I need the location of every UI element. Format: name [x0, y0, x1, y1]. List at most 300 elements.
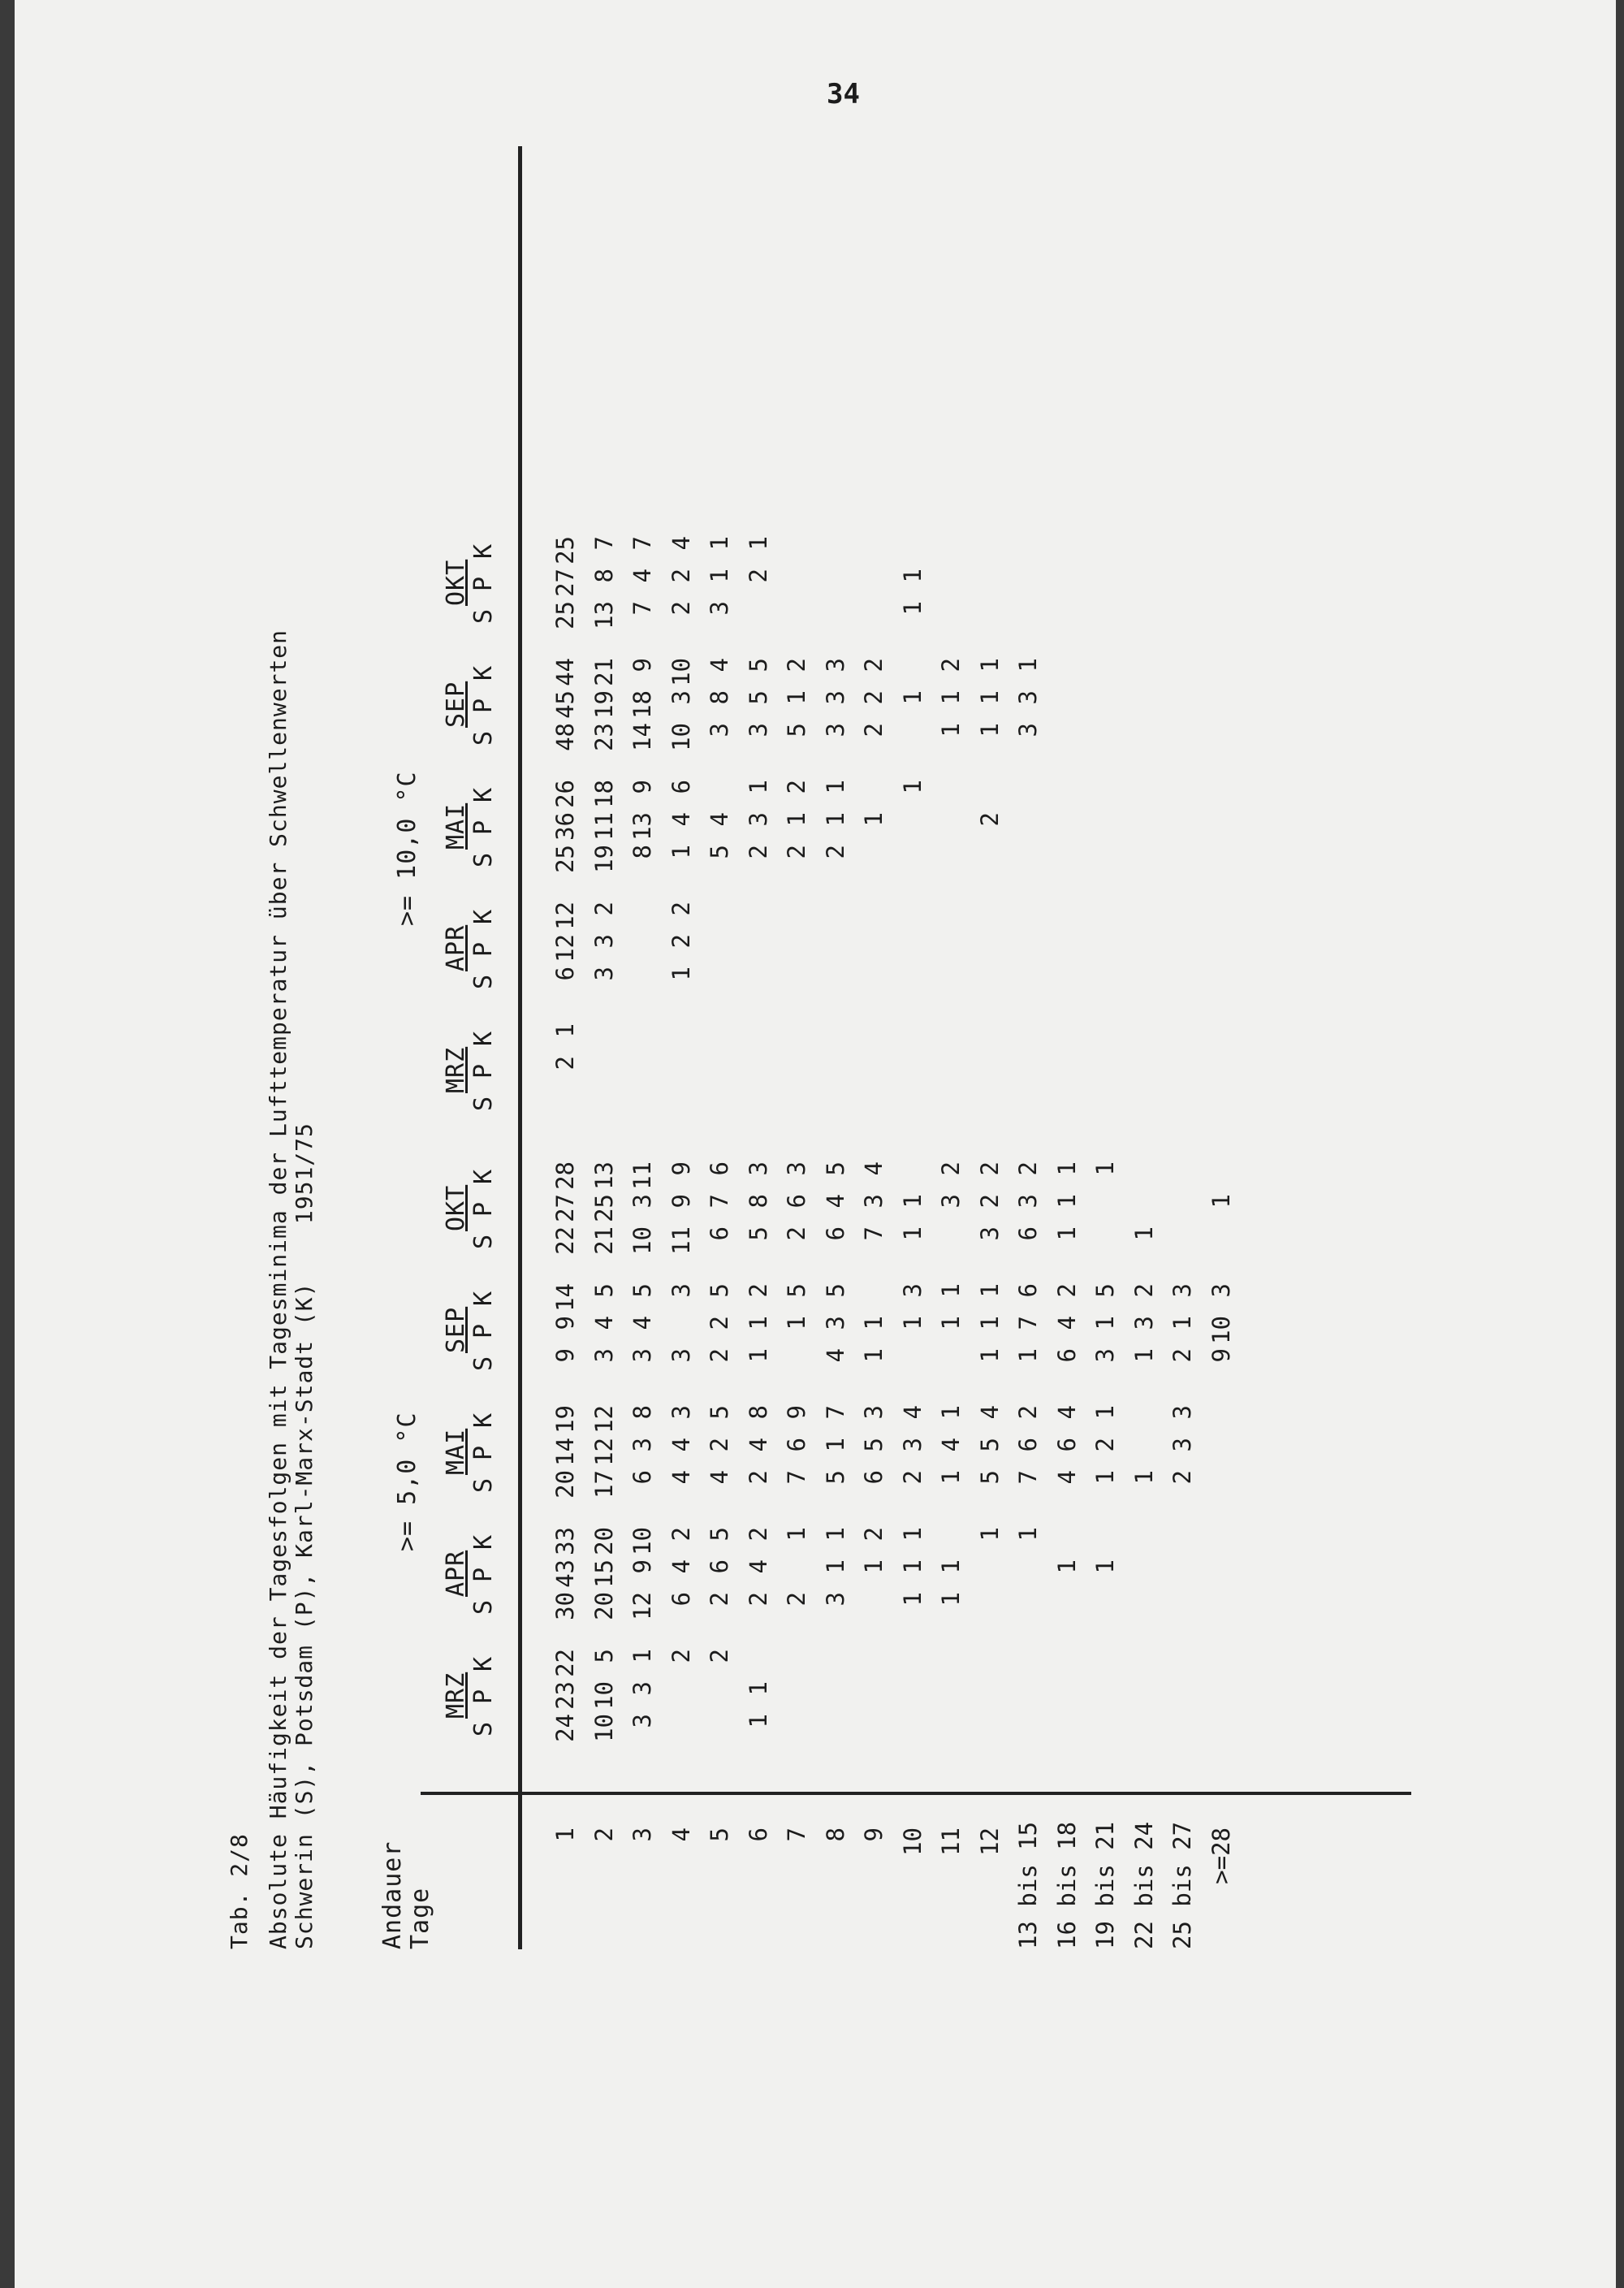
table-cell: 4 — [667, 812, 695, 827]
table-cell: 4 — [590, 1316, 618, 1330]
table-cell: 4 — [1052, 1470, 1081, 1485]
table-cell: 2 — [783, 1226, 810, 1241]
table-cell: 1 — [975, 1316, 1004, 1330]
table-cell: 12 — [590, 1438, 618, 1466]
row-label: 8 — [821, 1827, 849, 1842]
table-cell: 6 — [706, 1226, 733, 1241]
station-header: P — [469, 575, 498, 591]
table-cell: 1 — [821, 812, 849, 827]
table-cell: 5 — [590, 1283, 618, 1298]
table-cell: 1 — [937, 1559, 965, 1574]
table-cell: 1 — [744, 780, 772, 794]
station-header: P — [469, 1444, 498, 1460]
month-header: APR — [442, 1550, 470, 1597]
table-cell: 3 — [821, 1592, 849, 1607]
table-cell: 9 — [667, 1161, 695, 1176]
table-cell: 1 — [744, 1348, 772, 1363]
table-cell: 3 — [590, 967, 618, 981]
table-cell: 8 — [744, 1194, 772, 1209]
table-cell: 10 — [590, 1714, 618, 1742]
table-cell: 3 — [783, 1161, 810, 1176]
table-cell: 2 — [1014, 1405, 1042, 1420]
table-cell: 1 — [898, 780, 926, 794]
station-header: P — [469, 1322, 498, 1339]
table-cell: 9 — [628, 658, 656, 673]
table-id: Tab. 2/8 — [226, 1833, 253, 1949]
table-cell: 36 — [551, 812, 579, 841]
table-cell: 2 — [667, 934, 695, 949]
station-header: K — [469, 543, 498, 559]
row-label: 7 — [783, 1827, 810, 1842]
table-cell: 5 — [1091, 1283, 1119, 1298]
table-cell: 3 — [628, 1438, 656, 1452]
table-cell: 1 — [744, 1714, 772, 1728]
table-cell: 2 — [744, 1283, 772, 1298]
row-label: 6 — [744, 1827, 772, 1842]
table-cell: 4 — [744, 1559, 772, 1574]
table-cell: 9 — [551, 1316, 579, 1330]
table-cell: 3 — [744, 1161, 772, 1176]
table-cell: 1 — [1091, 1405, 1119, 1420]
table-cell: 8 — [590, 569, 618, 583]
station-header: P — [469, 1200, 498, 1217]
table-cell: 45 — [551, 690, 579, 719]
station-header: P — [469, 1688, 498, 1704]
table-cell: 2 — [1052, 1283, 1081, 1298]
table-cell: 1 — [783, 1527, 810, 1542]
table-cell: 3 — [975, 1226, 1004, 1241]
table-cell: 1 — [744, 1316, 772, 1330]
row-label: 12 — [975, 1827, 1004, 1856]
table-cell: 44 — [551, 658, 579, 686]
station-header: K — [469, 1290, 498, 1306]
table-cell: 9 — [1207, 1348, 1235, 1363]
table-cell: 1 — [898, 1592, 926, 1607]
table-cell: 6 — [860, 1470, 888, 1485]
table-cell: 19 — [590, 845, 618, 873]
month-header: MRZ — [442, 1672, 470, 1719]
table-cell: 2 — [1129, 1283, 1158, 1298]
table-cell: 3 — [1091, 1348, 1119, 1363]
table-cell: 3 — [667, 1283, 695, 1298]
table-cell: 10 — [628, 1226, 656, 1255]
table-cell: 6 — [821, 1226, 849, 1241]
table-cell: 7 — [628, 536, 656, 551]
table-cell: 5 — [975, 1470, 1004, 1485]
station-header: K — [469, 664, 498, 681]
table-cell: 3 — [1168, 1283, 1196, 1298]
table-cell: 4 — [628, 1316, 656, 1330]
row-label: 1 — [551, 1827, 579, 1842]
table-cell: 1 — [937, 1283, 965, 1298]
station-header: K — [469, 908, 498, 924]
row-label: 25 bis 27 — [1168, 1821, 1196, 1949]
table-cell: 4 — [860, 1161, 888, 1176]
table-cell: 1 — [898, 690, 926, 705]
table-cell: 3 — [1207, 1283, 1235, 1298]
table-cell: 18 — [628, 690, 656, 719]
table-cell: 5 — [744, 690, 772, 705]
month-header: OKT — [442, 1184, 470, 1231]
station-header: P — [469, 1566, 498, 1582]
table-cell: 1 — [1052, 1559, 1081, 1574]
table-cell: 3 — [821, 658, 849, 673]
table-cell: 26 — [551, 780, 579, 808]
table-cell: 10 — [667, 658, 695, 686]
month-header: SEP — [442, 1306, 470, 1353]
row-header-line-1: Andauer — [378, 1840, 407, 1949]
table-cell: 5 — [821, 1470, 849, 1485]
table-cell: 4 — [1052, 1405, 1081, 1420]
month-header: MAI — [442, 1428, 470, 1475]
table-cell: 4 — [975, 1405, 1004, 1420]
table-cell: 1 — [975, 658, 1004, 673]
stub-rule — [421, 1792, 1411, 1795]
table-cell: 3 — [937, 1194, 965, 1209]
table-cell: 18 — [590, 780, 618, 808]
table-cell: 22 — [551, 1226, 579, 1255]
table-cell: 22 — [551, 1649, 579, 1677]
table-cell: 7 — [706, 1194, 733, 1209]
table-cell: 2 — [706, 1438, 733, 1452]
table-cell: 4 — [667, 1470, 695, 1485]
station-header: S — [469, 851, 498, 867]
table-cell: 3 — [628, 1714, 656, 1728]
table-cell: 5 — [744, 658, 772, 673]
table-cell: 1 — [898, 569, 926, 583]
table-cell: 1 — [783, 1316, 810, 1330]
table-cell: 4 — [667, 536, 695, 551]
table-cell: 2 — [975, 812, 1004, 827]
table-cell: 4 — [706, 658, 733, 673]
table-cell: 2 — [706, 1348, 733, 1363]
table-cell: 7 — [821, 1405, 849, 1420]
table-cell: 6 — [667, 1592, 695, 1607]
month-header: OKT — [442, 559, 470, 606]
table-cell: 1 — [1207, 1194, 1235, 1209]
table-cell: 5 — [590, 1649, 618, 1663]
table-cell: 8 — [744, 1405, 772, 1420]
row-label: 22 bis 24 — [1129, 1821, 1158, 1949]
table-cell: 20 — [590, 1592, 618, 1620]
table-cell: 25 — [551, 536, 579, 564]
table-cell: 5 — [706, 845, 733, 859]
table-cell: 21 — [590, 1226, 618, 1255]
table-cell: 3 — [821, 690, 849, 705]
table-cell: 8 — [706, 690, 733, 705]
station-header: S — [469, 1355, 498, 1371]
table-cell: 3 — [1129, 1316, 1158, 1330]
table-cell: 1 — [821, 1559, 849, 1574]
table-cell: 6 — [706, 1559, 733, 1574]
caption-line-2: Schwerin (S), Potsdam (P), Karl-Marx-Stadt (K) 1951/75 — [291, 1122, 317, 1949]
table-cell: 3 — [667, 690, 695, 705]
table-cell: 9 — [551, 1348, 579, 1363]
table-cell: 1 — [1052, 1194, 1081, 1209]
table-cell: 4 — [821, 1194, 849, 1209]
table-cell: 1 — [1014, 658, 1042, 673]
table-cell: 25 — [551, 845, 579, 873]
table-cell: 12 — [590, 1405, 618, 1434]
table-cell: 13 — [590, 1161, 618, 1190]
table-cell: 2 — [783, 1592, 810, 1607]
row-label: 2 — [590, 1827, 618, 1842]
table-cell: 2 — [706, 1649, 733, 1663]
row-label: 9 — [860, 1827, 888, 1842]
table-cell: 21 — [590, 658, 618, 686]
table-cell: 1 — [898, 1194, 926, 1209]
table-cell: 1 — [898, 1559, 926, 1574]
table-cell: 1 — [821, 780, 849, 794]
table-cell: 3 — [744, 723, 772, 737]
table-cell: 1 — [937, 1592, 965, 1607]
table-cell: 7 — [783, 1470, 810, 1485]
table-cell: 2 — [744, 845, 772, 859]
table-cell: 6 — [1014, 1226, 1042, 1241]
table-cell: 3 — [667, 1348, 695, 1363]
table-cell: 2 — [744, 1527, 772, 1542]
table-cell: 1 — [860, 1348, 888, 1363]
row-label: 16 bis 18 — [1052, 1821, 1081, 1949]
table-cell: 2 — [783, 845, 810, 859]
table-cell: 2 — [551, 1056, 579, 1070]
table-cell: 5 — [628, 1283, 656, 1298]
table-cell: 9 — [667, 1194, 695, 1209]
table-cell: 1 — [667, 967, 695, 981]
table-cell: 2 — [783, 658, 810, 673]
table-cell: 1 — [975, 1348, 1004, 1363]
table-cell: 13 — [628, 812, 656, 841]
table-cell: 2 — [706, 1592, 733, 1607]
caption-line-1: Absolute Häufigkeit der Tagesfolgen mit Tagesminima der Lufttemperatur über Schwellenwerten — [265, 629, 292, 1949]
table-cell: 5 — [783, 1283, 810, 1298]
table-cell: 1 — [667, 845, 695, 859]
table-cell: 1 — [975, 1283, 1004, 1298]
table-cell: 1 — [860, 812, 888, 827]
station-header: K — [469, 1030, 498, 1046]
table-cell: 2 — [744, 1592, 772, 1607]
rotated-table — [226, 0, 1616, 1949]
station-header: S — [469, 1233, 498, 1249]
table-cell: 12 — [551, 934, 579, 962]
table-cell: 5 — [975, 1438, 1004, 1452]
station-header: P — [469, 697, 498, 713]
table-cell: 2 — [744, 569, 772, 583]
table-cell: 11 — [628, 1161, 656, 1190]
table-cell: 2 — [937, 1161, 965, 1176]
table-cell: 4 — [898, 1405, 926, 1420]
table-cell: 7 — [628, 601, 656, 616]
table-cell: 33 — [551, 1527, 579, 1555]
table-cell: 28 — [551, 1161, 579, 1190]
table-cell: 3 — [667, 1405, 695, 1420]
station-header: P — [469, 941, 498, 957]
table-cell: 1 — [860, 1316, 888, 1330]
table-cell: 1 — [1168, 1316, 1196, 1330]
table-cell: 10 — [1207, 1316, 1235, 1344]
table-cell: 1 — [1091, 1161, 1119, 1176]
table-cell: 25 — [551, 601, 579, 629]
table-cell: 4 — [1052, 1316, 1081, 1330]
table-cell: 5 — [821, 1283, 849, 1298]
table-cell: 12 — [628, 1592, 656, 1620]
table-cell: 13 — [590, 601, 618, 629]
table-cell: 1 — [975, 690, 1004, 705]
station-header: S — [469, 1477, 498, 1493]
table-cell: 2 — [860, 690, 888, 705]
station-header: S — [469, 973, 498, 989]
table-cell: 1 — [1129, 1226, 1158, 1241]
row-label: 10 — [898, 1827, 926, 1856]
table-cell: 4 — [744, 1438, 772, 1452]
table-cell: 4 — [667, 1559, 695, 1574]
table-cell: 5 — [821, 1161, 849, 1176]
table-cell: 11 — [667, 1226, 695, 1255]
table-cell: 2 — [937, 658, 965, 673]
table-cell: 3 — [898, 1283, 926, 1298]
table-cell: 3 — [860, 1194, 888, 1209]
station-header: K — [469, 1168, 498, 1184]
table-cell: 1 — [706, 569, 733, 583]
table-cell: 19 — [590, 690, 618, 719]
table-cell: 2 — [898, 1470, 926, 1485]
table-cell: 2 — [744, 1470, 772, 1485]
row-label: 4 — [667, 1827, 695, 1842]
table-cell: 6 — [667, 780, 695, 794]
station-header: S — [469, 608, 498, 624]
table-cell: 2 — [590, 902, 618, 916]
table-cell: 9 — [628, 780, 656, 794]
table-cell: 43 — [551, 1559, 579, 1588]
station-header: K — [469, 1655, 498, 1672]
table-cell: 27 — [551, 569, 579, 597]
table-cell: 3 — [590, 1348, 618, 1363]
table-cell: 6 — [628, 1470, 656, 1485]
month-header: MAI — [442, 802, 470, 850]
table-cell: 14 — [551, 1438, 579, 1466]
table-cell: 5 — [706, 1405, 733, 1420]
table-cell: 1 — [937, 1405, 965, 1420]
table-cell: 27 — [551, 1194, 579, 1222]
table-cell: 3 — [628, 1681, 656, 1696]
table-cell: 1 — [1129, 1348, 1158, 1363]
table-cell: 1 — [1129, 1470, 1158, 1485]
table-cell: 11 — [590, 812, 618, 841]
table-cell: 19 — [551, 1405, 579, 1434]
table-cell: 30 — [551, 1592, 579, 1620]
table-cell: 1 — [821, 1527, 849, 1542]
table-cell: 5 — [783, 723, 810, 737]
station-header: K — [469, 1533, 498, 1550]
table-cell: 10 — [628, 1527, 656, 1555]
month-header: MRZ — [442, 1046, 470, 1093]
table-cell: 2 — [1014, 1161, 1042, 1176]
station-header: K — [469, 1412, 498, 1428]
row-label: 13 bis 15 — [1014, 1821, 1042, 1949]
table-cell: 14 — [628, 723, 656, 751]
table-cell: 7 — [1014, 1470, 1042, 1485]
table-cell: 2 — [975, 1161, 1004, 1176]
table-cell: 4 — [706, 812, 733, 827]
table-cell: 7 — [1014, 1316, 1042, 1330]
table-cell: 3 — [590, 934, 618, 949]
table-cell: 6 — [783, 1194, 810, 1209]
table-cell: 1 — [821, 1438, 849, 1452]
document-page — [15, 0, 1616, 2288]
table-cell: 3 — [1168, 1405, 1196, 1420]
table-cell: 6 — [1014, 1438, 1042, 1452]
table-cell: 1 — [937, 690, 965, 705]
table-cell: 1 — [1091, 1316, 1119, 1330]
table-cell: 23 — [590, 723, 618, 751]
table-cell: 6 — [706, 1161, 733, 1176]
table-cell: 3 — [1014, 723, 1042, 737]
table-cell: 6 — [1052, 1348, 1081, 1363]
table-cell: 2 — [667, 1649, 695, 1663]
table-cell: 3 — [821, 723, 849, 737]
table-cell: 1 — [628, 1649, 656, 1663]
station-header: S — [469, 1720, 498, 1737]
table-cell: 3 — [628, 1194, 656, 1209]
page-number: 34 — [827, 78, 860, 110]
table-cell: 24 — [551, 1714, 579, 1742]
table-cell: 4 — [667, 1438, 695, 1452]
table-cell: 1 — [1014, 1527, 1042, 1542]
table-cell: 2 — [1168, 1470, 1196, 1485]
table-cell: 14 — [551, 1283, 579, 1312]
row-label: 19 bis 21 — [1091, 1821, 1119, 1949]
month-header: SEP — [442, 681, 470, 728]
table-cell: 2 — [783, 780, 810, 794]
station-header: S — [469, 1095, 498, 1111]
table-cell: 9 — [783, 1405, 810, 1420]
table-cell: 4 — [821, 1348, 849, 1363]
table-cell: 2 — [667, 902, 695, 916]
table-cell: 8 — [628, 845, 656, 859]
table-cell: 1 — [898, 601, 926, 616]
table-cell: 1 — [860, 1559, 888, 1574]
table-cell: 4 — [706, 1470, 733, 1485]
header-rule — [518, 146, 522, 1949]
table-cell: 1 — [937, 1470, 965, 1485]
station-header: P — [469, 1062, 498, 1079]
table-cell: 6 — [551, 967, 579, 981]
table-cell: 1 — [937, 1316, 965, 1330]
table-cell: 2 — [860, 723, 888, 737]
table-cell: 1 — [898, 1226, 926, 1241]
table-cell: 1 — [1052, 1161, 1081, 1176]
table-cell: 2 — [667, 569, 695, 583]
table-cell: 20 — [590, 1527, 618, 1555]
table-cell: 5 — [706, 1283, 733, 1298]
row-label: >=28 — [1207, 1827, 1235, 1884]
station-header: P — [469, 819, 498, 835]
table-cell: 4 — [628, 569, 656, 583]
table-cell: 3 — [1014, 690, 1042, 705]
table-cell: 3 — [821, 1316, 849, 1330]
table-cell: 9 — [628, 1559, 656, 1574]
threshold-label: >= 10,0 °C — [393, 771, 421, 926]
table-cell: 15 — [590, 1559, 618, 1588]
table-cell: 1 — [1091, 1470, 1119, 1485]
station-header: S — [469, 1598, 498, 1615]
table-cell: 3 — [1168, 1438, 1196, 1452]
table-cell: 3 — [744, 812, 772, 827]
table-cell: 8 — [628, 1405, 656, 1420]
table-cell: 6 — [1052, 1438, 1081, 1452]
table-cell: 48 — [551, 723, 579, 751]
table-cell: 2 — [667, 601, 695, 616]
